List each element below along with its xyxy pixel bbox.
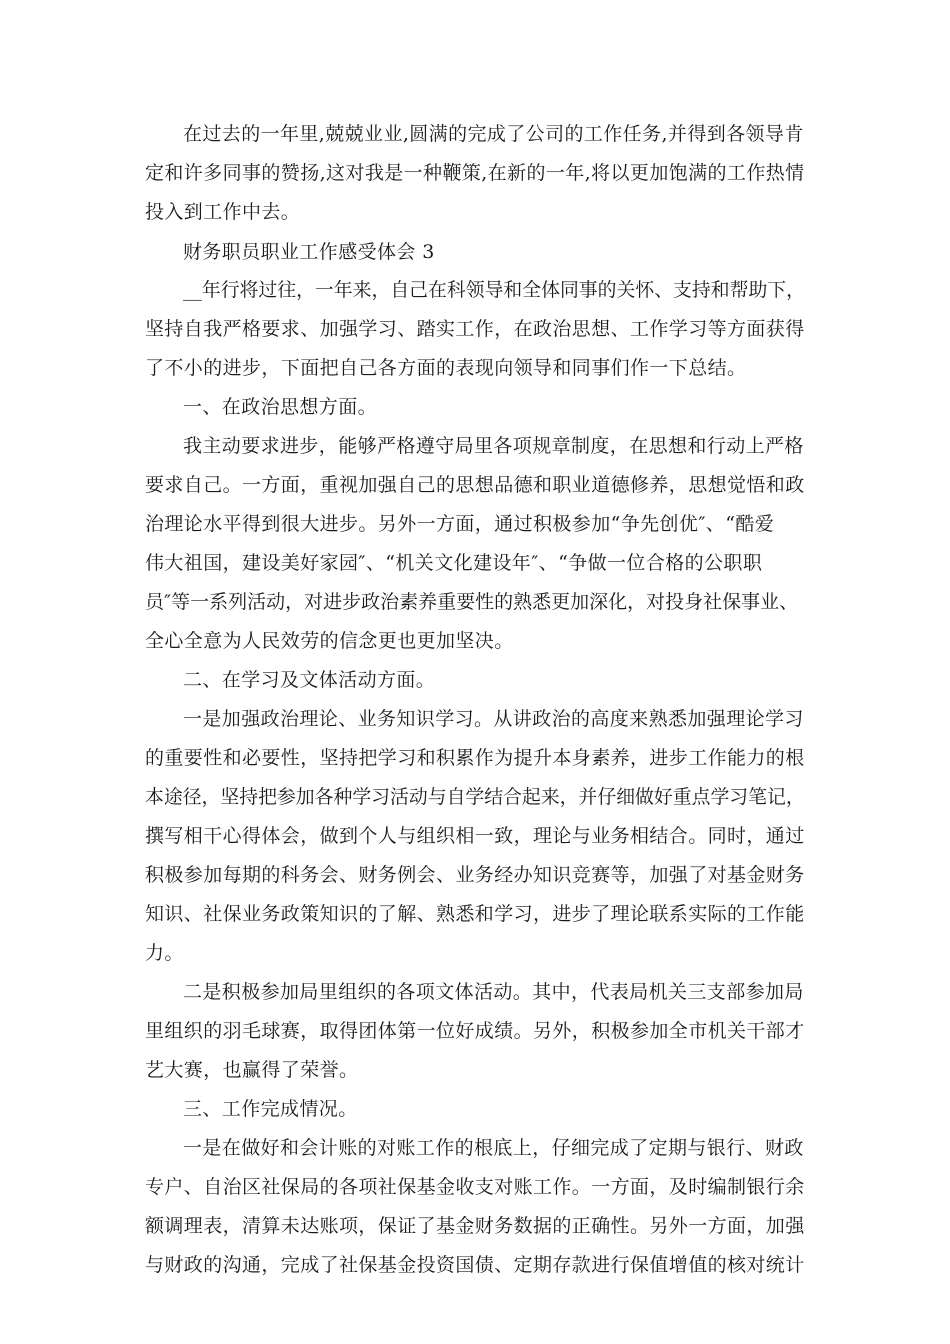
paragraph-line: 力。 <box>145 942 184 964</box>
paragraph-line: 额调理表，清算未达账项，保证了基金财务数据的正确性。另外一方面，加强 <box>145 1215 805 1237</box>
paragraph-line: 的重要性和必要性，坚持把学习和积累作为提升本身素养，进步工作能力的根 <box>145 747 805 769</box>
paragraph-line: 积极参加每期的科务会、财务例会、业务经办知识竞赛等，加强了对基金财务 <box>145 864 805 886</box>
paragraph-line: 知识、社保业务政策知识的了解、熟悉和学习，进步了理论联系实际的工作能 <box>145 903 805 925</box>
paragraph-line: 投入到工作中去。 <box>145 201 301 223</box>
paragraph-line: 艺大赛，也赢得了荣誉。 <box>145 1059 359 1081</box>
section-title: 财务职员职业工作感受体会 3 <box>183 241 435 263</box>
paragraph-line: 在过去的一年里,兢兢业业,圆满的完成了公司的工作任务,并得到各领导肯 <box>183 123 804 145</box>
paragraph-line: 坚持自我严格要求、加强学习、踏实工作，在政治思想、工作学习等方面获得 <box>145 318 805 340</box>
paragraph-line: __年行将过往，一年来，自己在科领导和全体同事的关怀、支持和帮助下， <box>183 279 805 301</box>
paragraph-line: 全心全意为人民效劳的信念更也更加坚决。 <box>145 630 514 652</box>
paragraph-line: 伟大祖国，建设美好家园″、“机关文化建设年″、“争做一位合格的公职职 <box>145 552 763 574</box>
paragraph-line: 本途径，坚持把参加各种学习活动与自学结合起来，并仔细做好重点学习笔记， <box>145 786 805 808</box>
paragraph-line: 员″等一系列活动，对进步政治素养重要性的熟悉更加深化，对投身社保事业、 <box>145 591 799 613</box>
paragraph-line: 二是积极参加局里组织的各项文体活动。其中，代表局机关三支部参加局 <box>183 981 804 1003</box>
section-heading: 一、在政治思想方面。 <box>183 396 378 418</box>
paragraph-line: 我主动要求进步，能够严格遵守局里各项规章制度，在思想和行动上严格 <box>183 435 804 457</box>
paragraph-line: 一是加强政治理论、业务知识学习。从讲政治的高度来熟悉加强理论学习 <box>183 708 804 730</box>
paragraph-line: 与财政的沟通，完成了社保基金投资国债、定期存款进行保值增值的核对统计 <box>145 1254 805 1276</box>
section-heading: 二、在学习及文体活动方面。 <box>183 669 436 691</box>
paragraph-line: 撰写相干心得体会，做到个人与组织相一致，理论与业务相结合。同时，通过 <box>145 825 805 847</box>
paragraph-line: 定和许多同事的赞扬,这对我是一种鞭策,在新的一年,将以更加饱满的工作热情 <box>145 162 805 184</box>
section-heading: 三、工作完成情况。 <box>183 1098 358 1120</box>
paragraph-line: 了不小的进步，下面把自己各方面的表现向领导和同事们作一下总结。 <box>145 357 747 379</box>
paragraph-line: 要求自己。一方面，重视加强自己的思想品德和职业道德修养，思想觉悟和政 <box>145 474 805 496</box>
paragraph-line: 专户、自治区社保局的各项社保基金收支对账工作。一方面，及时编制银行余 <box>145 1176 805 1198</box>
paragraph-line: 治理论水平得到很大进步。另外一方面，通过积极参加“争先创优″、“酷爱 <box>145 513 775 535</box>
paragraph-line: 一是在做好和会计账的对账工作的根底上，仔细完成了定期与银行、财政 <box>183 1137 804 1159</box>
paragraph-line: 里组织的羽毛球赛，取得团体第一位好成绩。另外，积极参加全市机关干部才 <box>145 1020 805 1042</box>
